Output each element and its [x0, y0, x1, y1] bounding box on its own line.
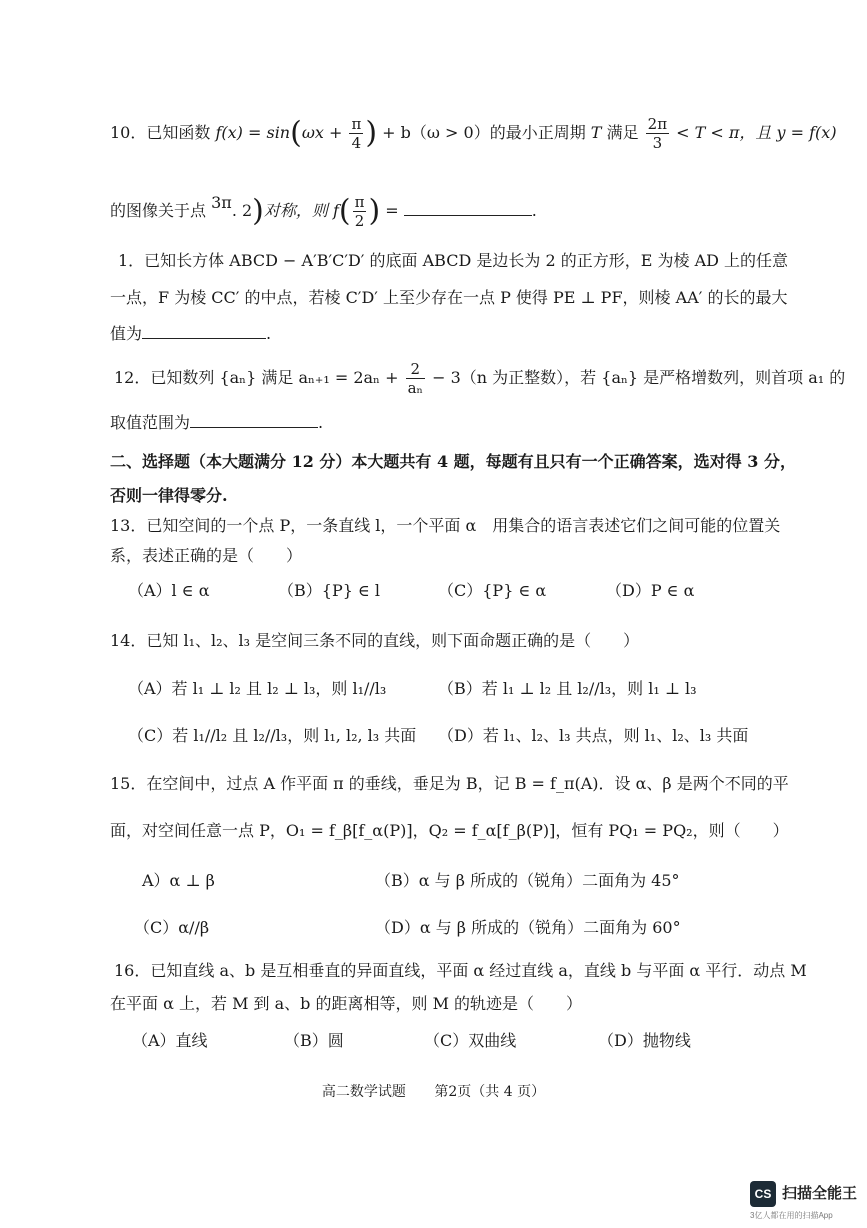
q15-choice-a[interactable]: A）α ⊥ β [142, 871, 215, 890]
q15-choice-c[interactable]: （C）α//β [134, 918, 210, 937]
q10-line1 [110, 115, 837, 152]
q13-line2: 系，表述正确的是（ ） [110, 546, 303, 565]
q16-line1: 16．已知直线 a、b 是互相垂直的异面直线，平面 α 经过直线 a，直线 b 与平面 α 平行．动点 M [114, 961, 807, 980]
q16-choice-b[interactable]: （B）圆 [284, 1031, 344, 1050]
paren-close: ) [365, 115, 378, 151]
paren-close: ) [368, 193, 381, 229]
q13-choice-b[interactable]: （B）{P} ∈ l [278, 581, 381, 600]
frac-den: 3 [652, 134, 663, 152]
q10-func: f(x) = sin [215, 123, 291, 142]
q14-choice-b[interactable]: （B）若 l₁ ⊥ l₂ 且 l₂//l₃，则 l₁ ⊥ l₃ [438, 679, 697, 698]
q16-choice-a[interactable]: （A）直线 [132, 1031, 208, 1050]
frac-den: aₙ [407, 379, 424, 397]
q16-line2: 在平面 α 上，若 M 到 a、b 的距离相等，则 M 的轨迹是（ ） [110, 994, 583, 1013]
q16-choice-c[interactable]: （C）双曲线 [424, 1031, 517, 1050]
q10-cond: 满足 [606, 123, 639, 142]
q10-answer-blank[interactable] [404, 201, 532, 216]
section2-heading-line2: 否则一律得零分. [110, 486, 228, 505]
footer-title: 高二数学试题 [321, 1084, 406, 1100]
frac-num: π [351, 115, 362, 133]
q10-point-b: . 2 [231, 201, 253, 220]
watermark-name: 扫描全能王 [782, 1185, 858, 1202]
q15-choice-b[interactable]: （B）α 与 β 所成的（锐角）二面角为 45° [375, 871, 680, 890]
q15-line1: 15．在空间中，过点 A 作平面 π 的垂线，垂足为 B，记 B = f_π(A)．设 α、β 是两个不同的平 [110, 774, 789, 793]
q14-choice-a[interactable]: （A）若 l₁ ⊥ l₂ 且 l₂ ⊥ l₃，则 l₁//l₃ [128, 679, 387, 698]
frac-den: 2 [354, 212, 365, 230]
q15-choice-d[interactable]: （D）α 与 β 所成的（锐角）二面角为 60° [375, 918, 681, 937]
footer-page-number: 第2页（共 4 页） [434, 1084, 546, 1100]
q10-after: + b（ω > 0）的最小正周期 [382, 123, 586, 142]
q10-cond-end: < T < π，且 y = f(x) [676, 123, 837, 142]
q14-stem: 14．已知 l₁、l₂、l₃ 是空间三条不同的直线，则下面命题正确的是（ ） [110, 631, 640, 650]
q10-prefix: 10．已知函数 [110, 123, 211, 142]
q12-line2-text: 取值范围为 [110, 413, 191, 432]
q10-end: . [531, 201, 537, 220]
q13-choice-a[interactable]: （A）l ∈ α [128, 581, 210, 600]
q14-choice-d[interactable]: （D）若 l₁、l₂、l₃ 共点，则 l₁、l₂、l₃ 共面 [438, 726, 749, 745]
q12-frac [406, 360, 425, 397]
frac-num: 2 [406, 360, 425, 379]
q13-choice-c[interactable]: （C）{P} ∈ α [438, 581, 547, 600]
q12-end: . [318, 413, 324, 432]
q12-a: 12．已知数列 {aₙ} 满足 aₙ₊₁ = 2aₙ + [114, 368, 399, 387]
q11-line1: 1．已知长方体 ABCD − A′B′C′D′ 的底面 ABCD 是边长为 2 的正方形，E 为棱 AD 上的任意 [118, 251, 789, 270]
q13-choice-d[interactable]: （D）P ∈ α [606, 581, 695, 600]
q10-frac-2pi3 [646, 115, 669, 152]
q10-T: T [590, 123, 602, 142]
paren-open: ( [290, 115, 302, 151]
q11-line3-text: 值为 [110, 324, 143, 343]
q16-choice-d[interactable]: （D）抛物线 [598, 1031, 691, 1050]
frac-den: 4 [351, 134, 362, 152]
section2-heading-line1: 二、选择题（本大题满分 12 分）本大题共有 4 题，每题有且只有一个正确答案，选对得 3 分， [110, 452, 796, 471]
q11-answer-blank[interactable] [142, 324, 266, 339]
q10-line2-a: 的图像关于点 [110, 201, 207, 220]
q13-line1: 13．已知空间的一个点 P，一条直线 l，一个平面 α 用集合的语言表述它们之间可能的位置关 [110, 516, 781, 535]
q11-line2: 一点，F 为棱 CC′ 的中点，若棱 C′D′ 上至少存在一点 P 使得 PE ⊥ PF，则棱 AA′ 的长的最大 [110, 288, 788, 307]
q12-b: − 3（n 为正整数），若 {aₙ} 是严格增数列，则首项 a₁ 的 [432, 368, 846, 387]
q14-choice-c[interactable]: （C）若 l₁//l₂ 且 l₂//l₃，则 l₁, l₂, l₃ 共面 [128, 726, 417, 745]
page-footer [0, 1081, 867, 1101]
q10-eq: = [385, 201, 399, 220]
paren-open: ( [338, 193, 351, 229]
q12-answer-blank[interactable] [190, 413, 318, 428]
camscanner-logo-icon: CS [750, 1181, 776, 1207]
q10-line2 [110, 193, 787, 230]
q10-frac-pi4 [349, 115, 363, 152]
q15-line2: 面，对空间任意一点 P，O₁ = f_β[f_α(P)]，Q₂ = f_α[f_β(P)]，恒有 PQ₁ = PQ₂，则（ ） [110, 821, 789, 840]
watermark-subtitle: 3亿人都在用的扫描App [750, 1211, 833, 1220]
q12-line2 [110, 412, 787, 434]
q11-line3 [110, 323, 787, 345]
frac-num: 2π [647, 115, 668, 133]
q10-frac-pi2 [353, 193, 367, 230]
q12-line1 [114, 360, 846, 397]
paren-close: ) [252, 193, 264, 229]
q11-end: . [266, 324, 272, 343]
q10-point: 3π [211, 193, 232, 212]
frac-num: π [354, 193, 365, 211]
q10-line2-b: 对称，则 f [263, 201, 339, 220]
q10-inside: ωx + [301, 123, 343, 142]
